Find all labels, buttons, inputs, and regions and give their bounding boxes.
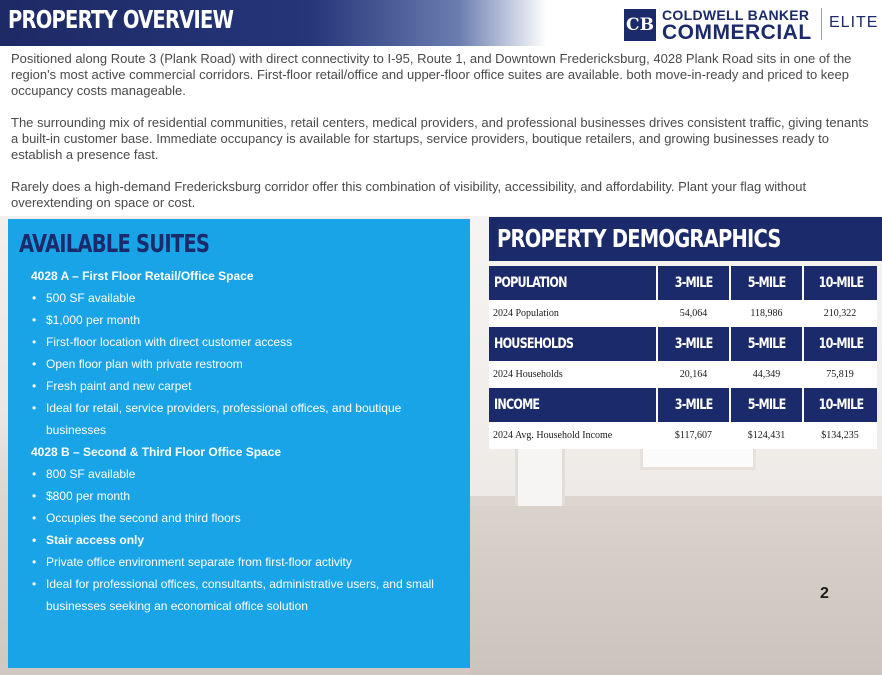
list-item: • $1,000 per month [31,309,451,331]
column-header: 3-MILE [657,388,730,422]
bullet-icon: • [32,555,37,569]
table-row [489,422,877,449]
intro-paragraph: The surrounding mix of residential communities, retail centers, medical providers, and professional businesses drives consistent traffic, giving tenants a built-in customer base. Immediate occupancy is available for startups, service providers, boutique retailers, and growing businesses ready to establish a presence fast. [11,115,869,162]
section-heading: POPULATION [489,266,657,300]
intro-paragraph: Positioned along Route 3 (Plank Road) with direct connectivity to I-95, Route 1, and Downtown Fredericksburg, 4028 Plank Road sits in one of the region's most active commercial corridors. First-floor retail/office and upper-floor office suites are available. both move-in-ready and priced to keep occupancy costs manageable. [11,51,852,98]
bullet-icon: • [32,467,37,481]
bullet-icon: • [32,291,37,305]
row-label: 2024 Avg. Household Income [489,422,657,449]
logo-mark-icon: CB [624,9,656,41]
column-header: 3-MILE [657,266,730,300]
suite-a-heading: 4028 A – First Floor Retail/Office Space [31,269,254,283]
list-item: • Open floor plan with private restroom [31,353,451,375]
table-cell: 210,322 [803,300,877,327]
column-header: 10-MILE [803,327,877,361]
table-cell: $134,235 [803,422,877,449]
list-item: • Ideal for retail, service providers, professional offices, and boutique businesses [31,397,451,441]
demographics-title: PROPERTY DEMOGRAPHICS [497,224,781,253]
bullet-icon: • [32,313,37,327]
logo-tag: ELITE [829,14,879,31]
table-header-row [489,266,877,300]
list-item: • Ideal for professional offices, consultants, administrative users, and small businesses seeking an economical office solution [31,573,451,617]
page-number: 2 [820,585,829,602]
intro-paragraph: Rarely does a high-demand Fredericksburg corridor offer this combination of visibility, accessibility, and affordability. Plant your flag without overextending on space or cost. [11,179,807,210]
column-header: 5-MILE [730,327,803,361]
page-title: PROPERTY OVERVIEW [8,5,234,34]
list-item: • Occupies the second and third floors [31,507,451,529]
bullet-icon: • [32,401,37,415]
bullet-icon: • [32,357,37,371]
table-header-row [489,327,877,361]
table-row [489,300,877,327]
table-cell: 118,986 [730,300,803,327]
list-item: • 800 SF available [31,463,451,485]
row-label: 2024 Population [489,300,657,327]
bullet-icon: • [32,335,37,349]
list-item: • $800 per month [31,485,451,507]
logo-line-1: COLDWELL BANKER [662,7,810,23]
table-cell: 20,164 [657,361,730,388]
photo-window [640,446,756,470]
row-label: 2024 Households [489,361,657,388]
logo-line-2: COMMERCIAL [662,21,812,44]
suite-b-heading: 4028 B – Second & Third Floor Office Space [31,445,282,459]
column-header: 5-MILE [730,388,803,422]
intro-text [11,51,871,227]
suites-title: AVAILABLE SUITES [19,229,210,258]
bullet-icon: • [32,577,37,591]
list-item: • Private office environment separate from first-floor activity [31,551,451,573]
table-cell: $124,431 [730,422,803,449]
column-header: 5-MILE [730,266,803,300]
table-cell: 75,819 [803,361,877,388]
bullet-icon: • [32,511,37,525]
list-item: • First-floor location with direct customer access [31,331,451,353]
column-header: 10-MILE [803,266,877,300]
bullet-icon: • [32,379,37,393]
photo-door [515,446,565,512]
section-heading: HOUSEHOLDS [489,327,657,361]
list-item: • 500 SF available [31,287,451,309]
suites-list [31,265,451,617]
company-logo [624,6,879,44]
demographics-title-bar [489,217,882,261]
table-cell: 54,064 [657,300,730,327]
bullet-icon: • [32,489,37,503]
list-item: • Stair access only [31,529,451,551]
bullet-icon: • [32,533,37,547]
section-heading: INCOME [489,388,657,422]
table-row [489,361,877,388]
logo-divider [821,8,822,40]
column-header: 10-MILE [803,388,877,422]
table-cell: 44,349 [730,361,803,388]
available-suites-panel [8,219,470,668]
column-header: 3-MILE [657,327,730,361]
table-cell: $117,607 [657,422,730,449]
list-item: • Fresh paint and new carpet [31,375,451,397]
demographics-table [489,266,877,449]
table-header-row [489,388,877,422]
